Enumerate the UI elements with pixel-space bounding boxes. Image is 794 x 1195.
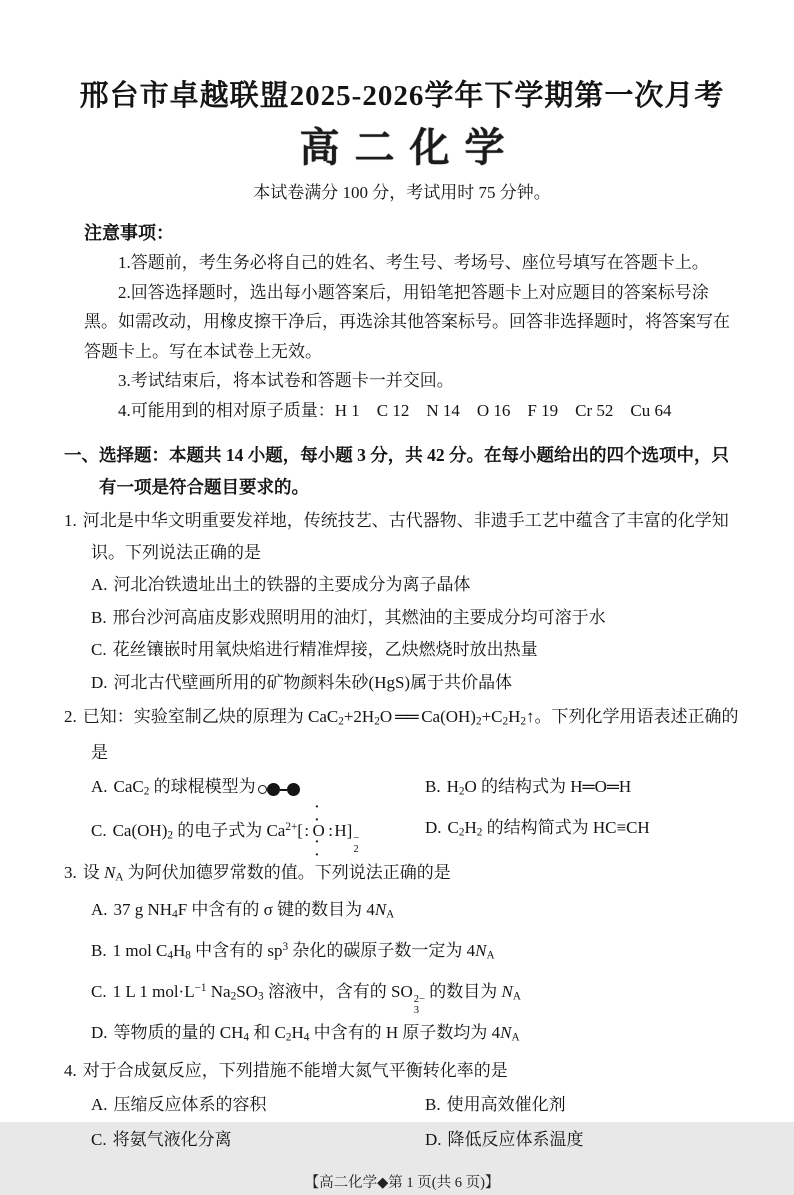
option-label: A. [91,575,108,594]
options-list [91,569,740,699]
option-c [91,1122,425,1157]
option-a [91,1087,425,1122]
notice-item-2: 2.回答选择题时，选出每小题答案后，用铅笔把答题卡上对应题目的答案标号涂黑。如需改动，用橡皮擦干净后，再选涂其他答案标号。回答非选择题时，将答案写在答题卡上。写在本试卷上无效。 [84,282,730,361]
option-text: $Ca(OH)_2$ 的电子式为 $Ca^{2+}$[ : · · O · · : H] − 2 [113,821,360,840]
option-label: B. [91,941,107,961]
option-label: C. [91,982,107,1002]
option-b [425,769,740,809]
question-stem-text: 设 $N_A$ 为阿伏加德罗常数的值。下列说法正确的是 [82,863,451,884]
options-grid [91,769,740,855]
exam-info: 本试卷满分 100 分，考试用时 75 分钟。 [253,183,551,202]
option-b [91,931,740,972]
section-heading: 一、选择题：本题共 14 小题，每小题 3 分，共 42 分。在每小题给出的四个选项中，只有一项是符合题目要求的。 [64,445,729,497]
question-stem [64,701,740,769]
option-text: 37 g $NH_4F$ 中含有的 σ 键的数目为 $4N_A$ [113,899,395,921]
option-label: C. [91,821,107,841]
question-number: 1. [64,511,77,530]
question-number: 4. [64,1061,77,1081]
option-d [91,1017,740,1054]
option-label: A. [91,1095,108,1115]
option-label: D. [425,817,442,837]
option-text: 使用高效催化剂 [446,1095,566,1115]
option-text: 1 L 1 $mol\cdot L^{-1}$ $Na_2SO_3$ 溶液中，含有的 SO 2− 3 的数目为 $N_A$ [112,981,521,1017]
question-3 [64,857,740,1053]
option-d [425,810,740,856]
option-text: 河北古代壁画所用的矿物颜料朱砂(HgS)属于共价晶体 [113,672,513,692]
option-text: 压缩反应体系的容积 [113,1095,267,1115]
option-text: 1 mol $C_4H_8$ 中含有的 $sp^3$ 杂化的碳原子数一定为 $4N_A$ [112,940,495,962]
notice-item-1: 1.答题前，考生务必将自己的姓名、考生号、考场号、座位号填写在答题卡上。 [118,253,709,272]
option-label: B. [425,1095,441,1115]
option-d [91,667,740,700]
question-stem-text: 已知：实验室制乙炔的原理为 $CaC_2+2H_2O$ ══ $Ca(OH)_2+C_2H_2↑$。下列化学用语表述正确的是 [82,707,739,763]
question-4 [64,1055,740,1157]
option-b [91,602,740,635]
question-stem [64,857,740,893]
notice-section [84,218,740,425]
option-text: $C_2H_2$ 的结构简式为 HC≡CH [447,817,650,839]
question-stem-text: 河北是中华文明重要发祥地，传统技艺、古代器物、非遗手工艺中蕴含了丰富的化学知识。下列说法正确的是 [82,511,729,562]
options-list [91,894,740,1054]
option-text: 花丝镶嵌时用氧炔焰进行精准焊接，乙炔燃烧时放出热量 [112,640,538,659]
notice-item-3: 3.考试结束后，将本试卷和答题卡一并交回。 [118,371,454,390]
option-label: B. [91,607,107,627]
option-d [425,1122,740,1157]
question-number: 2. [64,707,77,726]
option-text: 邢台沙河高庙皮影戏照明用的油灯，其燃油的主要成分均可溶于水 [112,607,606,627]
page-footer: 【高二化学◆第 1 页(共 6 页)】 [304,1175,500,1192]
option-text: CaC$_2$ 的球棍模型为 [113,777,256,798]
option-label: B. [425,777,441,797]
notice-item-4: 4.可能用到的相对原子质量：H 1 C 12 N 14 O 16 F 19 Cr 52 Cu 64 [118,400,672,420]
option-label: D. [91,672,108,692]
notice-heading: 注意事项： [84,223,174,243]
page-title: 邢台市卓越联盟2025-2026学年下学期第一次月考 [79,80,725,112]
option-b [425,1087,740,1122]
option-a [91,894,740,931]
option-c [91,972,740,1017]
option-a [91,769,425,809]
option-label: D. [425,1130,442,1150]
question-stem [64,505,740,569]
option-c [91,810,425,856]
option-text: $H_2O$ 的结构式为 H═O═H [446,777,632,798]
option-label: D. [91,1022,108,1042]
option-text: 降低反应体系温度 [447,1130,584,1150]
option-a [91,569,740,602]
option-text: 河北冶铁遗址出土的铁器的主要成分为离子晶体 [113,575,471,594]
option-label: C. [91,640,107,659]
question-stem [64,1055,740,1087]
question-1 [64,505,740,699]
options-grid [91,1087,740,1157]
option-label: A. [91,899,108,919]
ball-stick-model-icon [258,783,300,796]
option-text: 将氨气液化分离 [112,1130,232,1150]
option-c [91,634,740,667]
option-text: 等物质的量的 $CH_4$ 和 $C_2H_4$ 中含有的 H 原子数均为 $4N_A$ [113,1022,520,1043]
option-label: C. [91,1130,107,1150]
question-2 [64,701,740,855]
subject-title: 高二化学 [299,125,520,170]
question-stem-text: 对于合成氨反应，下列措施不能增大氮气平衡转化率的是 [82,1061,508,1081]
option-label: A. [91,777,108,797]
question-number: 3. [64,863,77,883]
